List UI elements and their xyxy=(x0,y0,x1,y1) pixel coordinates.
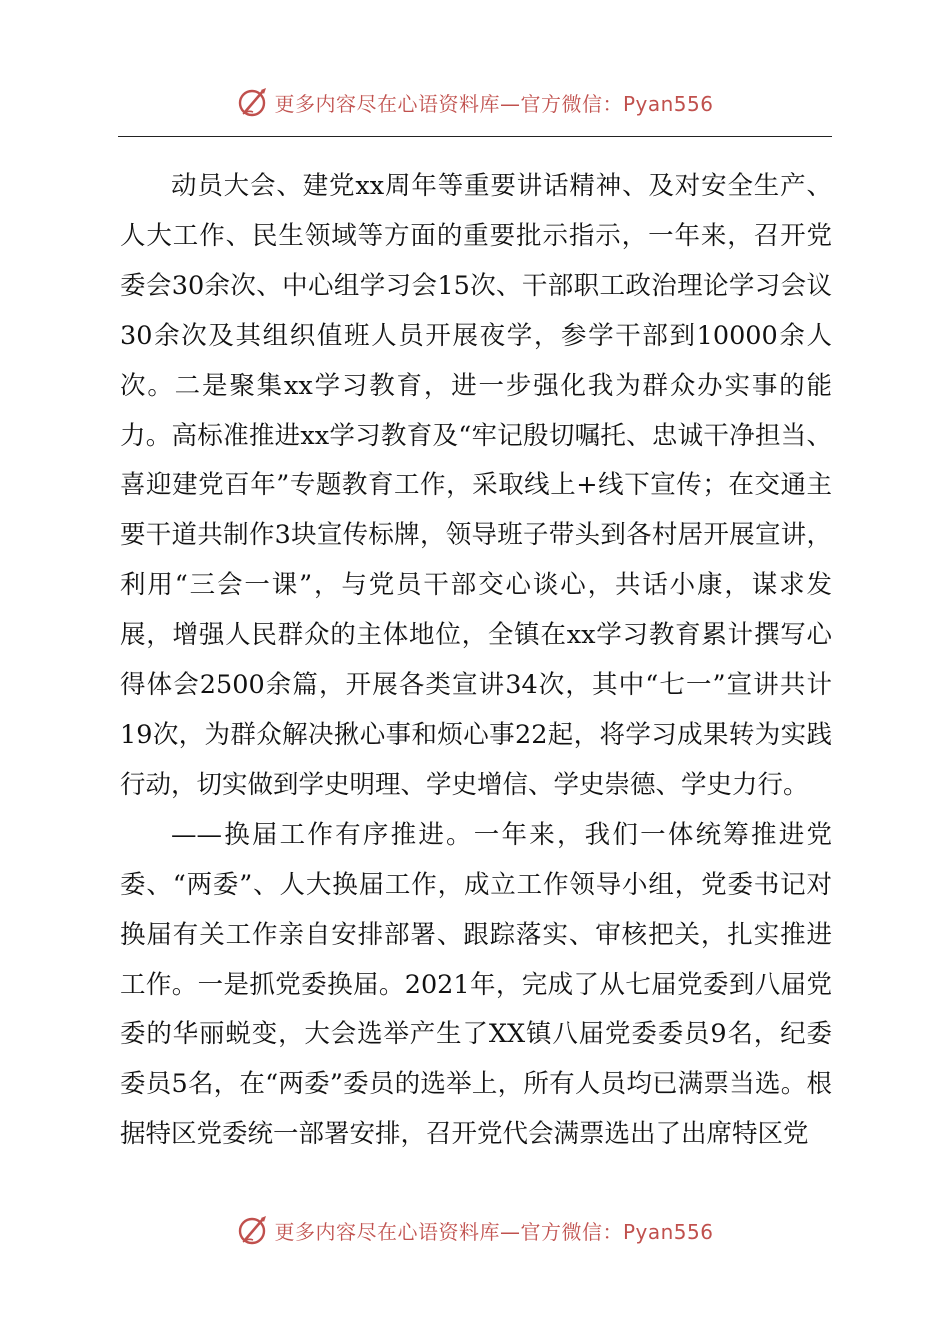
header-divider xyxy=(118,136,832,137)
footer-banner-text: 更多内容尽在心语资料库—官方微信：Pyan556 xyxy=(274,1219,714,1244)
paragraph-1: 动员大会、建党xx周年等重要讲话精神、及对安全生产、人大工作、民生领域等方面的重要批示指示，一年来，召开党委会30余次、中心组学习会15次、干部职工政治理论学习会议30余次及其组织值班人员开展夜学，参学干部到10000余人次。二是聚集xx学习教育，进一步强化我为群众办实事的能力。高标准推进xx学习教育及“牢记殷切嘱托、忠诚干净担当、喜迎建党百年”专题教育工作，采取线上+线下宣传；在交通主要干道共制作3块宣传标牌，领导班子带头到各村居开展宣讲，利用“三会一课”，与党员干部交心谈心，共话小康，谋求发展，增强人民群众的主体地位，全镇在xx学习教育累计撰写心得体会2500余篇，开展各类宣讲34次，其中“七一”宣讲共计19次，为群众解决揪心事和烦心事22起，将学习成果转为实践行动，切实做到学史明理、学史增信、学史崇德、学史力行。 xyxy=(120,171,832,800)
pen-circle-icon xyxy=(236,85,270,119)
header-banner xyxy=(0,82,950,122)
pen-circle-icon xyxy=(236,1213,270,1247)
header-banner-text: 更多内容尽在心语资料库—官方微信：Pyan556 xyxy=(274,91,714,116)
document-body xyxy=(120,162,832,1162)
footer-banner xyxy=(0,1210,950,1250)
paragraph-2: ——换届工作有序推进。一年来，我们一体统筹推进党委、“两委”、人大换届工作，成立工作领导小组，党委书记对换届有关工作亲自安排部署、跟踪落实、审核把关，扎实推进工作。一是抓党委换届。2021年，完成了从七届党委到八届党委的华丽蜕变，大会选举产生了XX镇八届党委委员9名，纪委委员5名，在“两委”委员的选举上，所有人员均已满票当选。根据特区党委统一部署安排，召开党代会满票选出了出席特区党 xyxy=(120,819,832,1150)
